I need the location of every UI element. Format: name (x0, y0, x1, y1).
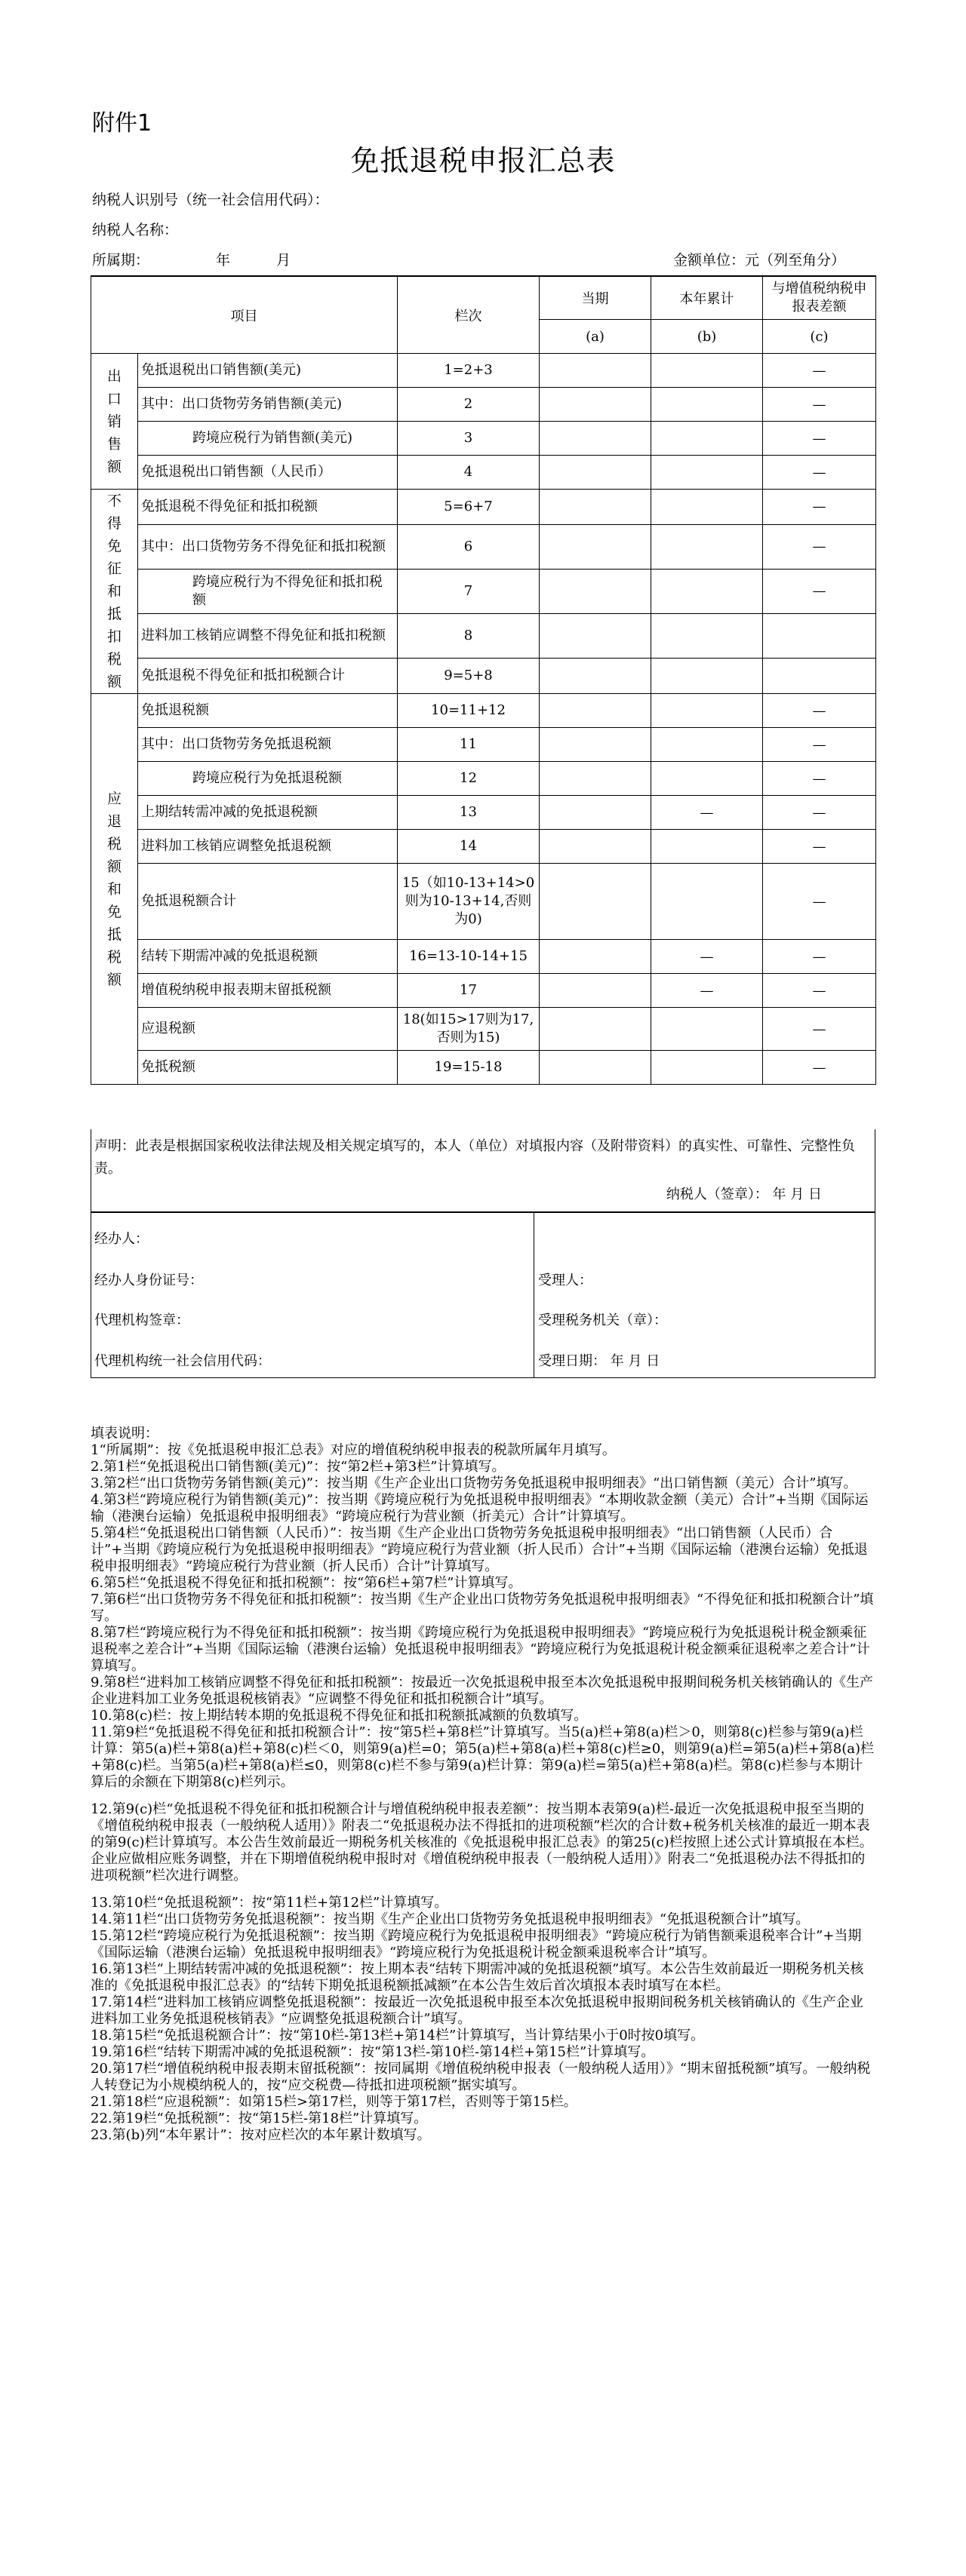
instruction-item: 4.第3栏“跨境应税行为销售额(美元)”：按当期《跨境应税行为免抵退税申报明细表》“本期收款金额（美元）合计”+当期《国际运输（港澳台运输）免抵退税申报明细表》“跨境应税行为营业额（折美元）合计”计算填写。 (91, 1492, 869, 1524)
table-row (91, 569, 876, 613)
summary-table (91, 275, 876, 1085)
cell-diff[interactable] (763, 659, 876, 694)
table-row (91, 1051, 876, 1085)
period-year: 年 (216, 252, 231, 269)
table-row (91, 796, 876, 830)
row-item: 其中：出口货物劳务免抵退税额 (138, 728, 398, 762)
receiver-label: 受理人： (538, 1273, 592, 1288)
cell-current[interactable] (540, 614, 651, 659)
instructions (91, 1426, 875, 2144)
row-line: 15（如10-13+14>0则为10-13+14,否则为0) (398, 864, 540, 940)
table-row (91, 614, 876, 659)
table-row (91, 940, 876, 974)
instruction-item: 12.第9(c)栏“免抵退税不得免征和抵扣税额合计与增值税纳税申报表差额”：按当期本表第9(a)栏-最近一次免抵退税申报至当期的《增值税纳税申报表（一般纳税人适用）》附表二“免抵退税办法不得抵扣的进项税额”栏次的合计数+税务机关核准的最近一期本表的第9(c)栏计算填写。本公告生效前最近一期税务机关核准的《免抵退税申报汇总表》的第25(c)栏按照上述公式计算填报在本栏。企业应做相应账务调整，并在下期增值税纳税申报时对《增值税纳税申报表（一般纳税人适用）》附表二“免抵退税办法不得抵扣的进项税额”栏次进行调整。 (91, 1801, 873, 1884)
cell-cumulative[interactable] (651, 614, 763, 659)
table-row (91, 974, 876, 1008)
group-label-g3: 应 退 税 额 和 免 抵 税 额 (91, 694, 138, 1085)
cell-diff[interactable]: — (763, 388, 876, 422)
instruction-item (91, 1884, 875, 1895)
period-month: 月 (276, 252, 291, 269)
instruction-item: 6.第5栏“免抵退税不得免征和抵扣税额”：按“第6栏+第7栏”计算填写。 (91, 1575, 522, 1591)
group-label-g1: 出 口 销 售 额 (91, 354, 138, 490)
cell-current[interactable] (540, 974, 651, 1008)
handler-label: 经办人： (94, 1231, 149, 1247)
row-line: 11 (398, 728, 540, 762)
cell-diff[interactable]: — (763, 940, 876, 974)
table-row (91, 864, 876, 940)
row-item: 免抵退税额合计 (138, 864, 398, 940)
row-line: 10=11+12 (398, 694, 540, 728)
row-item: 应退税额 (138, 1008, 398, 1051)
col-header-diff: 与增值税纳税申报表差额 (763, 276, 876, 320)
cell-cumulative[interactable]: — (651, 796, 763, 830)
row-item: 增值税纳税申报表期末留抵税额 (138, 974, 398, 1008)
instruction-item: 19.第16栏“结转下期需冲减的免抵退税额”：按“第13栏-第10栏-第14栏+第15栏”计算填写。 (91, 2044, 655, 2060)
cell-cumulative[interactable] (651, 456, 763, 490)
row-item: 进料加工核销应调整免抵退税额 (138, 830, 398, 864)
cell-diff[interactable]: — (763, 728, 876, 762)
cell-current[interactable] (540, 1008, 651, 1051)
instruction-item: 5.第4栏“免抵退税出口销售额（人民币）”：按当期《生产企业出口货物劳务免抵退税申报明细表》“出口销售额（人民币）合计”+当期《跨境应税行为免抵退税申报明细表》“跨境应税行为营业额（折人民币）合计”+当期《国际运输（港澳台运输）免抵退税申报明细表》“跨境应税行为营业额（折人民币）合计”计算填写。 (91, 1525, 868, 1574)
table-row (91, 728, 876, 762)
cell-cumulative[interactable] (651, 569, 763, 613)
table-row (91, 830, 876, 864)
taxpayer-name-label: 纳税人名称： (92, 222, 179, 238)
row-line: 16=13-10-14+15 (398, 940, 540, 974)
cell-diff[interactable]: — (763, 490, 876, 525)
row-line: 3 (398, 422, 540, 456)
cell-current[interactable] (540, 490, 651, 525)
cell-diff[interactable]: — (763, 1051, 876, 1085)
cell-cumulative[interactable] (651, 728, 763, 762)
cell-cumulative[interactable] (651, 388, 763, 422)
table-row (91, 659, 876, 694)
row-item: 进料加工核销应调整不得免征和抵扣税额 (138, 614, 398, 659)
cell-cumulative[interactable] (651, 524, 763, 569)
cell-cumulative[interactable]: — (651, 974, 763, 1008)
instruction-item: 14.第11栏“出口货物劳务免抵退税额”：按当期《生产企业出口货物劳务免抵退税申报明细表》“免抵退税额合计”填写。 (91, 1911, 810, 1927)
col-a: (a) (540, 320, 651, 354)
instruction-item: 15.第12栏“跨境应税行为免抵退税额”：按当期《跨境应税行为免抵退税申报明细表》“跨境应税行为销售额乘退税率合计”+当期《国际运输（港澳台运输）免抵退税申报明细表》“跨境应税行为免抵退税计税金额乘退税率合计”填写。 (91, 1928, 862, 1960)
cell-cumulative[interactable] (651, 1008, 763, 1051)
cell-cumulative[interactable] (651, 1051, 763, 1085)
cell-diff[interactable]: — (763, 354, 876, 388)
instruction-item: 2.第1栏“免抵退税出口销售额(美元)”：按“第2栏+第3栏”计算填写。 (91, 1459, 506, 1475)
row-line: 17 (398, 974, 540, 1008)
row-line: 12 (398, 762, 540, 796)
col-header-line: 栏次 (398, 276, 540, 354)
cell-cumulative[interactable] (651, 354, 763, 388)
instruction-item: 16.第13栏“上期结转需冲减的免抵退税额”：按上期本表“结转下期需冲减的免抵退税额”填写。本公告生效前最近一期税务机关核准的《免抵退税申报汇总表》的“结转下期免抵退税额抵减额”在本公告生效后首次填报本表时填写在本栏。 (91, 1961, 864, 1994)
row-item: 结转下期需冲减的免抵退税额 (138, 940, 398, 974)
instruction-item: 21.第18栏“应退税额”：如第15栏>第17栏，则等于第17栏，否则等于第15栏。 (91, 2094, 577, 2110)
instruction-item (91, 1791, 875, 1801)
instruction-item: 9.第8栏“进料加工核销应调整不得免征和抵扣税额”：按最近一次免抵退税申报至本次免抵退税申报期间税务机关核销确认的《生产企业进料加工业务免抵退税核销表》“应调整不得免征和抵扣税额合计”填写。 (91, 1675, 874, 1707)
cell-diff[interactable]: — (763, 694, 876, 728)
attachment-label: 附件1 (92, 110, 152, 137)
cell-cumulative[interactable] (651, 864, 763, 940)
agency-seal-label: 代理机构签章： (94, 1313, 189, 1328)
instruction-item: 23.第(b)列“本年累计”：按对应栏次的本年累计数填写。 (91, 2127, 431, 2143)
row-item: 免抵退税额 (138, 694, 398, 728)
cell-current[interactable] (540, 796, 651, 830)
cell-cumulative[interactable] (651, 762, 763, 796)
taxpayer-id-label: 纳税人识别号（统一社会信用代码）： (92, 192, 329, 208)
instruction-item: 1“所属期”：按《免抵退税申报汇总表》对应的增值税纳税申报表的税款所属年月填写。 (91, 1442, 616, 1458)
row-item: 其中：出口货物劳务不得免征和抵扣税额 (138, 524, 398, 569)
amount-unit: 金额单位：元（列至角分） (672, 252, 845, 269)
row-line: 8 (398, 614, 540, 659)
instruction-item: 18.第15栏“免抵退税额合计”：按“第10栏-第13栏+第14栏”计算填写，当计算结果小于0时按0填写。 (91, 2028, 705, 2043)
cell-cumulative[interactable] (651, 422, 763, 456)
receive-date-label: 受理日期： 年 月 日 (538, 1353, 660, 1369)
cell-current[interactable] (540, 940, 651, 974)
cell-diff[interactable]: — (763, 762, 876, 796)
row-line: 13 (398, 796, 540, 830)
col-header-item: 项目 (91, 276, 398, 354)
group-label-g2: 不 得 免 征 和 抵 扣 税 额 (91, 490, 138, 694)
row-item: 跨境应税行为不得免征和抵扣税额 (138, 569, 398, 613)
cell-current[interactable] (540, 864, 651, 940)
cell-diff[interactable] (763, 614, 876, 659)
row-item: 免抵退税不得免征和抵扣税额合计 (138, 659, 398, 694)
table-row (91, 1008, 876, 1051)
cell-cumulative[interactable] (651, 659, 763, 694)
handler-id-label: 经办人身份证号： (94, 1273, 203, 1288)
cell-cumulative[interactable]: — (651, 940, 763, 974)
row-line: 14 (398, 830, 540, 864)
period-label: 所属期： (92, 252, 150, 269)
table-row (91, 422, 876, 456)
instruction-item: 3.第2栏“出口货物劳务销售额(美元)”：按当期《生产企业出口货物劳务免抵退税申报明细表》“出口销售额（美元）合计”填写。 (91, 1475, 857, 1491)
cell-current[interactable] (540, 728, 651, 762)
instruction-item: 17.第14栏“进料加工核销应调整免抵退税额”：按最近一次免抵退税申报至本次免抵退税申报期间税务机关核销确认的《生产企业进料加工业务免抵退税核销表》“应调整免抵退税额合计”填写。 (91, 1994, 863, 2027)
cell-diff[interactable]: — (763, 974, 876, 1008)
cell-current[interactable] (540, 354, 651, 388)
cell-current[interactable] (540, 1051, 651, 1085)
cell-diff[interactable]: — (763, 569, 876, 613)
instruction-item: 10.第8(c)栏：按上期结转本期的免抵退税不得免征和抵扣税额抵减额的负数填写。 (91, 1708, 588, 1724)
table-row (91, 694, 876, 728)
row-line: 1=2+3 (398, 354, 540, 388)
row-item: 免抵税额 (138, 1051, 398, 1085)
cell-diff[interactable]: — (763, 422, 876, 456)
cell-cumulative[interactable] (651, 830, 763, 864)
agency-code-label: 代理机构统一社会信用代码： (94, 1353, 271, 1369)
cell-cumulative[interactable] (651, 694, 763, 728)
row-line: 9=5+8 (398, 659, 540, 694)
cell-current[interactable] (540, 830, 651, 864)
page-title: 免抵退税申报汇总表 (350, 144, 616, 177)
row-item: 跨境应税行为免抵退税额 (138, 762, 398, 796)
row-item: 免抵退税出口销售额（人民币） (138, 456, 398, 490)
instruction-item: 7.第6栏“出口货物劳务不得免征和抵扣税额”：按当期《生产企业出口货物劳务免抵退税申报明细表》“不得免征和抵扣税额合计”填写。 (91, 1592, 874, 1624)
row-line: 6 (398, 524, 540, 569)
table-row (91, 354, 876, 388)
instruction-item: 13.第10栏“免抵退税额”：按“第11栏+第12栏”计算填写。 (91, 1895, 448, 1911)
table-row (91, 524, 876, 569)
cell-current[interactable] (540, 569, 651, 613)
row-line: 2 (398, 388, 540, 422)
col-header-current: 当期 (540, 276, 651, 320)
cell-current[interactable] (540, 659, 651, 694)
declaration-box (91, 1129, 875, 1212)
col-b: (b) (651, 320, 763, 354)
cell-current[interactable] (540, 456, 651, 490)
cell-current[interactable] (540, 388, 651, 422)
row-line: 18(如15>17则为17,否则为15) (398, 1008, 540, 1051)
cell-cumulative[interactable] (651, 490, 763, 525)
table-row (91, 456, 876, 490)
instruction-item: 8.第7栏“跨境应税行为不得免征和抵扣税额”：按当期《跨境应税行为免抵退税申报明细表》“跨境应税行为免抵退税计税金额乘征退税率之差合计”+当期《国际运输（港澳台运输）免抵退税申报明细表》“跨境应税行为免抵退税计税金额乘征退税率之差合计”计算填写。 (91, 1625, 870, 1674)
row-item: 上期结转需冲减的免抵退税额 (138, 796, 398, 830)
col-c: (c) (763, 320, 876, 354)
instruction-item: 22.第19栏“免抵税额”：按“第15栏-第18栏”计算填写。 (91, 2111, 428, 2126)
tax-office-label: 受理税务机关（章）： (538, 1313, 667, 1328)
table-row (91, 762, 876, 796)
row-item: 免抵退税不得免征和抵扣税额 (138, 490, 398, 525)
cell-diff[interactable]: — (763, 456, 876, 490)
cell-diff[interactable]: — (763, 1008, 876, 1051)
agent-box (91, 1212, 875, 1378)
cell-diff[interactable]: — (763, 830, 876, 864)
table-row (91, 490, 876, 525)
cell-diff[interactable]: — (763, 524, 876, 569)
row-line: 7 (398, 569, 540, 613)
cell-current[interactable] (540, 422, 651, 456)
row-line: 19=15-18 (398, 1051, 540, 1085)
row-line: 4 (398, 456, 540, 490)
table-row (91, 388, 876, 422)
cell-diff[interactable]: — (763, 796, 876, 830)
row-item: 其中：出口货物劳务销售额(美元) (138, 388, 398, 422)
col-header-cumulative: 本年累计 (651, 276, 763, 320)
row-item: 免抵退税出口销售额(美元) (138, 354, 398, 388)
cell-diff[interactable]: — (763, 864, 876, 940)
instruction-item: 20.第17栏“增值税纳税申报表期末留抵税额”：按同属期《增值税纳税申报表（一般纳税人适用）》“期末留抵税额”填写。一般纳税人转登记为小规模纳税人的，按“应交税费—待抵扣进项税额”据实填写。 (91, 2061, 871, 2093)
row-line: 5=6+7 (398, 490, 540, 525)
cell-current[interactable] (540, 762, 651, 796)
instruction-item: 11.第9栏“免抵退税不得免征和抵扣税额合计”：按“第5栏+第8栏”计算填写。当5(a)栏+第8(a)栏＞0，则第8(c)栏参与第9(a)栏计算：第5(a)栏+第8(a)栏+第8(c)栏＜0，则第9(a)栏=0；第5(a)栏+第8(a)栏+第8(c)栏≥0，则第9(a)栏=第5(a)栏+第8(a)栏+第8(c)栏。当第5(a)栏+第8(a)栏≤0，则第8(c)栏不参与第9(a)栏计算：第9(a)栏=第5(a)栏+第8(a)栏。第8(c)栏参与本期计算后的余额在下期第8(c)栏列示。 (91, 1724, 874, 1790)
declaration-text: 声明：此表是根据国家税收法律法规及相关规定填写的，本人（单位）对填报内容（及附带资料）的真实性、可靠性、完整性负责。 (94, 1138, 855, 1177)
cell-current[interactable] (540, 694, 651, 728)
instructions-title: 填表说明： (91, 1426, 158, 1442)
cell-current[interactable] (540, 524, 651, 569)
declaration-signature: 纳税人（签章）： 年 月 日 (666, 1187, 822, 1202)
row-item: 跨境应税行为销售额(美元) (138, 422, 398, 456)
